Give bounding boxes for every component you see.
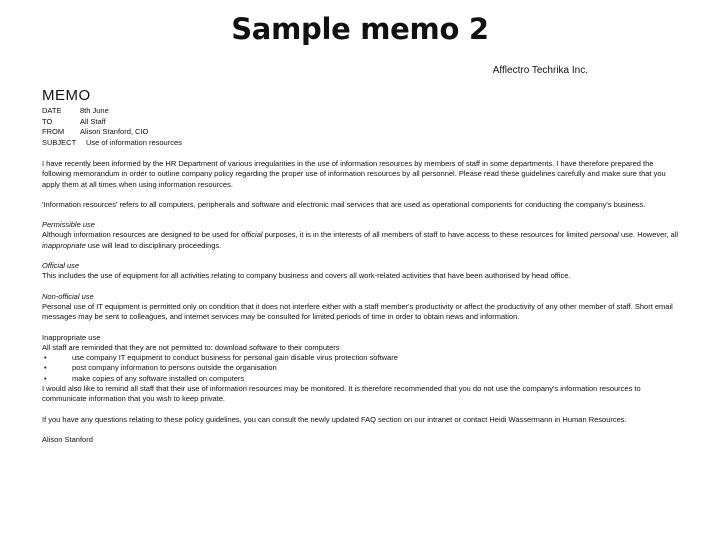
permissible-heading: Permissible use (42, 220, 95, 230)
memo-body (42, 159, 682, 445)
inappropriate-heading: Inappropriate use (42, 332, 101, 342)
meta-key-subject: SUBJECT (42, 137, 77, 147)
permissible-text-3: use. However, all (618, 230, 679, 240)
bullet-item (42, 363, 682, 373)
bullet-text: use company IT equipment to conduct business for personal gain disable virus protection software (72, 353, 398, 363)
meta-value-to: All Staff (80, 116, 106, 126)
meta-row-date (42, 106, 182, 117)
meta-key-date: DATE (42, 106, 62, 115)
questions-paragraph: If you have any questions relating to these policy guidelines, you can consult the newly updated FAQ section on our intranet or contact Heidi Wassermann in Human Resources. (42, 414, 627, 424)
slide-title: Sample memo 2 (231, 12, 489, 46)
permissible-em-personal: personal (590, 230, 619, 240)
inappropriate-section (42, 333, 682, 405)
bullet-item (42, 353, 682, 363)
meta-row-subject (42, 138, 182, 149)
non-official-text: Personal use of IT equipment is permitted only on condition that it does not interfere either with a staff member's productivity or affect the productivity of any other member of staff. Short email messages may be sent to colleagues, and internet services may be consulted for limited periods of time in order to obtain news and information. (42, 301, 673, 322)
permissible-text (42, 230, 682, 251)
bullet-icon: • (44, 353, 47, 363)
inappropriate-lead: All staff are reminded that they are not permitted to: download software to their computers (42, 342, 340, 352)
company-name: Afflectro Techrika Inc. (492, 65, 588, 76)
meta-value-from: Alison Stanford, CIO (80, 127, 149, 136)
official-section (42, 261, 682, 282)
official-text: This includes the use of equipment for all activities relating to company business and covers all work-related activities that have been authorised by head office. (42, 271, 571, 281)
official-heading: Official use (42, 261, 80, 271)
meta-value-subject: Use of information resources (86, 137, 182, 147)
inappropriate-closing: I would also like to remind all staff that their use of information resources may be monitored. It is therefore recommended that you do not use the company's information resources to communicate information that you wish to keep private. (42, 384, 641, 404)
bullet-icon: • (44, 373, 47, 383)
permissible-text-4: use will lead to disciplinary proceedings. (85, 240, 222, 250)
definition-paragraph: 'Information resources' refers to all computers, peripherals and software and electronic mail services that are used as operational components for conducting the company's business. (42, 199, 646, 209)
intro-paragraph: I have recently been informed by the HR Department of various irregularities in the use of information resources by members of staff in some departments. I have therefore prepared the following memorandum in order to outline company policy regarding the proper use of information resources by all personnel. Please read these guidelines carefully and make sure that you apply them at all times when using information resources. (42, 159, 666, 189)
meta-value-date: 8th June (80, 106, 109, 115)
permissible-em-inappropriate: inappropriate (42, 240, 86, 250)
meta-key-from: FROM (42, 127, 65, 136)
memo-header-block (42, 106, 182, 148)
bullet-item (42, 374, 682, 384)
non-official-heading: Non-official use (42, 291, 94, 301)
signature: Alison Stanford (42, 434, 93, 444)
permissible-em-official: official (241, 230, 263, 240)
non-official-section (42, 292, 682, 323)
meta-row-to (42, 117, 182, 128)
memo-heading: MEMO (42, 87, 91, 104)
permissible-text-1: Although information resources are designed to be used for (42, 230, 242, 240)
bullet-icon: • (44, 363, 47, 373)
permissible-section (42, 220, 682, 251)
meta-row-from (42, 127, 182, 138)
meta-key-to: TO (42, 116, 53, 126)
bullet-text: make copies of any software installed on computers (72, 373, 245, 383)
bullet-text: post company information to persons outside the organisation (72, 363, 277, 373)
permissible-text-2: purposes, it is in the interests of all members of staff to have access to these resources for limited (262, 230, 591, 240)
